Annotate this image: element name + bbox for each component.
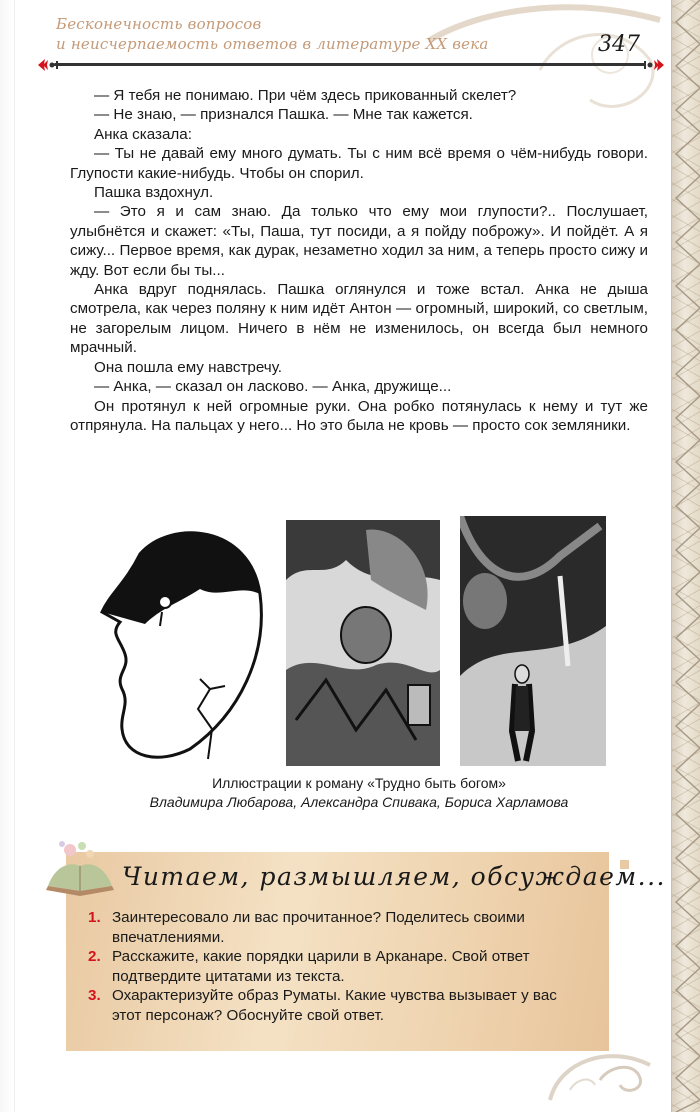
story-paragraph: Анка сказала: <box>94 125 192 143</box>
discussion-title: Читаем, размышляем, обсуждаем... <box>122 862 666 891</box>
running-header <box>40 12 660 82</box>
story-paragraph: — Не знаю, — признался Пашка. — Мне так кажется. <box>94 106 473 124</box>
question-text: Охарактеризуйте образ Руматы. Какие чувства вызывает у вас этот персонаж? Обоснуйте свой ответ. <box>112 987 557 1024</box>
story-paragraph: Пашка вздохнул. <box>94 184 214 202</box>
question-text: Расскажите, какие порядки царили в Арканаре. Свой ответ подтвердите цитатами из текста. <box>112 948 530 985</box>
question-item <box>88 986 588 1025</box>
caption-title: Иллюстрации к роману «Трудно быть богом» <box>212 775 506 791</box>
question-number: 3. <box>88 987 101 1004</box>
illustration-figure-with-dagger <box>460 516 606 766</box>
story-text <box>70 86 648 435</box>
story-paragraph: — Я тебя не понимаю. При чём здесь прикованный скелет? <box>94 87 517 104</box>
open-book-icon <box>40 836 120 900</box>
story-paragraph: Он протянул к ней огромные руки. Она робко потянулась к нему и тут же отпрянула. На пальцах у него... Но это была не кровь — просто сок земляники. <box>70 397 648 434</box>
tulip-ornament-icon <box>36 56 64 74</box>
caption-authors: Владимира Любарова, Александра Спивака, Бориса Харламова <box>149 794 569 810</box>
running-header-title <box>56 14 489 54</box>
question-text: Заинтересовало ли вас прочитанное? Поделитесь своими впечатлениями. <box>112 909 525 946</box>
header-title-line-2: и неисчерпаемость ответов в литературе XX века <box>56 35 489 53</box>
illustrations-row <box>100 514 610 766</box>
question-list <box>88 908 588 1025</box>
story-paragraph: — Анка, — сказал он ласково. — Анка, дружище... <box>94 378 452 396</box>
story-paragraph: Она пошла ему навстречу. <box>94 358 282 376</box>
question-number: 1. <box>88 909 101 926</box>
header-title-line-1: Бесконечность вопросов <box>56 15 262 33</box>
page-left-edge <box>0 0 15 1112</box>
story-paragraph: — Ты не давай ему много думать. Ты с ним всё время о чём-нибудь говори. Глупости какие-нибудь. Чтобы он спорил. <box>70 145 648 182</box>
illustration-profile-with-tear <box>100 514 265 766</box>
story-paragraph: — Это я и сам знаю. Да только что ему мои глупости?.. Послушает, улыбнётся и скажет: «Ты, Паша, тут посиди, а я пойду поброжу». И пойдёт. А я сижу... Первое время, как дурак, незаметно ходил за ним, а теперь просто сижу и жду. Вот если бы ты... <box>70 203 648 279</box>
illustration-crowd-scene <box>286 520 440 766</box>
page-number: 347 <box>598 32 640 57</box>
illustrations-caption <box>70 774 648 812</box>
question-item <box>88 908 588 947</box>
header-rule <box>54 63 646 66</box>
decorative-right-border <box>671 0 700 1112</box>
question-number: 2. <box>88 948 101 965</box>
tulip-ornament-icon <box>638 56 666 74</box>
story-paragraph: Анка вдруг поднялась. Пашка оглянулся и тоже встал. Анка не дыша смотрела, как через поляну к ним идёт Антон — огромный, широкий, со светлым, не загорелым лицом. Ничего в нём не изменилось, он всегда был немного мрачный. <box>70 281 648 357</box>
question-item <box>88 947 588 986</box>
